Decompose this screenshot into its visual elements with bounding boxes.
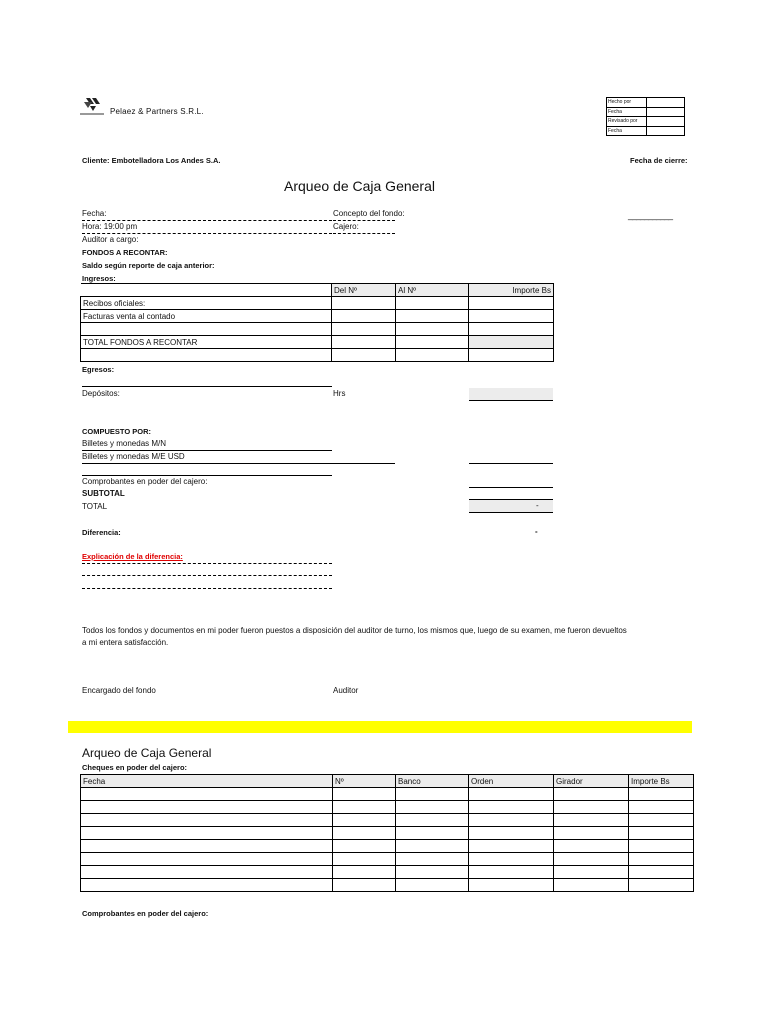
cell[interactable] [333,801,396,814]
cell[interactable] [332,297,396,310]
cheques-table [80,774,694,892]
cell[interactable] [554,801,629,814]
cell[interactable] [396,827,469,840]
cell[interactable] [333,788,396,801]
logo-icon [80,96,106,116]
cell[interactable] [396,853,469,866]
comprobantes-section-label: Comprobantes en poder del cajero: [82,909,209,918]
cell[interactable] [554,814,629,827]
cell[interactable] [396,310,469,323]
diferencia-label: Diferencia: [82,528,121,537]
hora-label: Hora: 19:00 pm [82,222,138,231]
cell[interactable] [469,879,554,892]
total-value: - [536,501,539,510]
cell[interactable] [469,336,554,349]
billetes-me-line [82,463,395,464]
signoff-value[interactable] [647,117,685,127]
cell[interactable] [629,866,694,879]
ingresos-label: Ingresos: [82,274,116,283]
company-name: Pelaez & Partners S.R.L. [110,107,204,116]
cell[interactable] [629,879,694,892]
cell[interactable] [81,788,333,801]
cell[interactable] [81,866,333,879]
closing-date-value[interactable]: ___________ [628,210,673,220]
egresos-line [82,386,332,387]
cell[interactable] [396,801,469,814]
table-row [81,814,694,827]
cell[interactable] [81,827,333,840]
cell[interactable] [396,866,469,879]
egresos-label: Egresos: [82,365,115,374]
table-row [81,349,554,362]
table-row [81,788,694,801]
row-label: TOTAL FONDOS A RECONTAR [81,336,332,349]
statement-line-1: Todos los fondos y documentos en mi poder fueron puestos a disposición del auditor de turno, los mismos que, luego de su examen, me fueron devueltos [82,626,627,635]
column-header [81,284,332,297]
section2-title: Arqueo de Caja General [82,746,212,760]
table-row [81,801,694,814]
cell[interactable] [629,853,694,866]
signoff-row [607,98,685,108]
compuesto-title: COMPUESTO POR: [82,427,152,436]
cell[interactable] [469,323,554,336]
cell[interactable] [469,814,554,827]
cell[interactable] [396,336,469,349]
table-row [81,336,554,349]
table-row [81,827,694,840]
explicacion-label: Explicación de la diferencia: [82,552,183,561]
total-label: TOTAL [82,502,108,511]
cell[interactable] [554,866,629,879]
amount-line [469,463,553,464]
signoff-value[interactable] [647,98,685,108]
cell[interactable] [333,879,396,892]
signoff-value[interactable] [647,107,685,117]
cell[interactable] [333,814,396,827]
cell[interactable] [396,788,469,801]
hrs-label: Hrs [333,389,346,398]
comprobantes-amount-line [469,487,553,488]
signoff-label: Hecho por [607,98,647,108]
cell[interactable] [81,840,333,853]
cell[interactable] [629,788,694,801]
cell[interactable] [554,879,629,892]
signature-encargado: Encargado del fondo [82,686,156,695]
signoff-row [607,107,685,117]
cell[interactable] [469,840,554,853]
cell[interactable] [469,788,554,801]
cell[interactable] [332,310,396,323]
table-row [81,879,694,892]
row-label [81,349,332,362]
cajero-line[interactable] [333,233,395,234]
auditor-label: Auditor a cargo: [82,235,139,244]
company-logo [80,96,106,116]
cell[interactable] [629,814,694,827]
signoff-value[interactable] [647,126,685,136]
cell[interactable] [333,827,396,840]
closing-date-label: Fecha de cierre: [630,156,688,165]
cell[interactable] [332,336,396,349]
table-row [81,853,694,866]
table-row [81,310,554,323]
cell[interactable] [469,866,554,879]
column-header: Del Nº [332,284,396,297]
cell[interactable] [332,349,396,362]
saldo-label: Saldo según reporte de caja anterior: [82,261,215,270]
concepto-line[interactable] [333,220,395,221]
separator-line [82,475,332,476]
table-row [81,297,554,310]
cell[interactable] [333,866,396,879]
depositos-label: Depósitos: [82,389,120,398]
signature-auditor: Auditor [333,686,359,695]
table-row [81,866,694,879]
row-label: Facturas venta al contado [81,310,332,323]
row-label [81,323,332,336]
cell[interactable] [333,853,396,866]
column-header: Al Nº [396,284,469,297]
billetes-me-label: Billetes y monedas M/E USD [82,452,185,461]
cell[interactable] [554,788,629,801]
signoff-box [606,97,685,136]
billetes-mn-label: Billetes y monedas M/N [82,439,167,448]
cell[interactable] [469,297,554,310]
explicacion-line[interactable] [82,575,332,576]
cell[interactable] [81,801,333,814]
concepto-label: Concepto del fondo: [333,209,405,218]
fecha-label: Fecha: [82,209,107,218]
hora-line[interactable] [82,233,332,234]
cell[interactable] [396,840,469,853]
signoff-row [607,126,685,136]
cell[interactable] [396,349,469,362]
signoff-label: Fecha [607,126,647,136]
cell[interactable] [629,827,694,840]
cell[interactable] [554,827,629,840]
page-title: Arqueo de Caja General [284,178,435,194]
table-row [81,840,694,853]
cell[interactable] [554,840,629,853]
explicacion-line[interactable] [82,588,332,589]
column-header: Importe Bs [629,775,694,788]
cell[interactable] [629,801,694,814]
cell[interactable] [81,853,333,866]
cell[interactable] [469,827,554,840]
section-divider [68,721,692,733]
table-header-row [81,284,554,297]
table-header-row [81,775,694,788]
billetes-mn-line [82,450,332,451]
cell[interactable] [396,297,469,310]
explicacion-line[interactable] [82,563,332,564]
cell[interactable] [396,323,469,336]
cell[interactable] [554,853,629,866]
fondos-title: FONDOS A RECONTAR: [82,248,168,257]
signoff-label: Revisado por [607,117,647,127]
signoff-row [607,117,685,127]
subtotal-label: SUBTOTAL [82,489,125,498]
cell[interactable] [469,349,554,362]
cell[interactable] [469,310,554,323]
cell[interactable] [81,879,333,892]
cell[interactable] [629,840,694,853]
comprobantes-label: Comprobantes en poder del cajero: [82,477,208,486]
signoff-label: Fecha [607,107,647,117]
depositos-amount-cell[interactable] [469,388,553,401]
cell[interactable] [396,814,469,827]
cell[interactable] [333,840,396,853]
cell[interactable] [81,814,333,827]
table-row [81,323,554,336]
cell[interactable] [396,879,469,892]
fondos-table [80,283,554,362]
column-header: Importe Bs [469,284,554,297]
column-header: Fecha [81,775,333,788]
total-amount-cell [469,500,553,513]
statement-line-2: a mi entera satisfacción. [82,638,169,647]
cell[interactable] [469,801,554,814]
column-header: Girador [554,775,629,788]
column-header: Banco [396,775,469,788]
cajero-label: Cajero: [333,222,359,231]
row-label: Recibos oficiales: [81,297,332,310]
cell[interactable] [332,323,396,336]
fecha-line[interactable] [82,220,332,221]
column-header: Nº [333,775,396,788]
cheques-label: Cheques en poder del cajero: [82,763,188,772]
client-label: Cliente: Embotelladora Los Andes S.A. [82,156,221,165]
column-header: Orden [469,775,554,788]
cell[interactable] [469,853,554,866]
diferencia-value: - [535,527,538,536]
